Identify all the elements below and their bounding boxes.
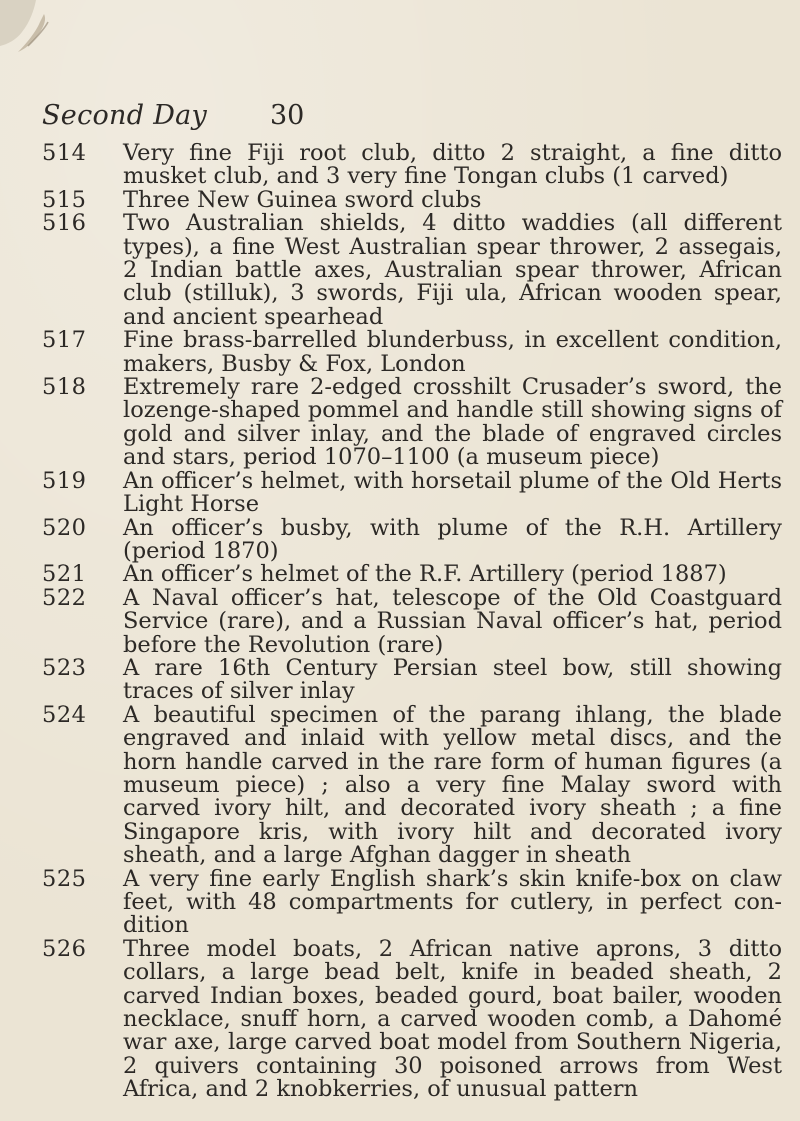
lot-entry [42,701,782,869]
lot-number: 516 [42,210,87,237]
lot-number: 521 [42,561,87,588]
lot-entry [42,329,782,376]
lot-description: An officer’s helmet of the R.F. Artillery (period 1887) [123,561,727,588]
paper-stain-mark [0,0,70,70]
lot-entry [42,376,782,470]
lot-description: An officer’s busby, with plume of the R.H. Artillery (period 1870) [123,514,782,564]
lot-number: 519 [42,467,87,494]
lot-description: Very fine Fiji root club, ditto 2 straight, a fine ditto musket club, and 3 very fine Tongan clubs (1 carved) [123,140,782,190]
lot-number: 526 [42,935,87,962]
lot-entry [42,865,782,939]
lot-entry [42,584,782,658]
lot-entry [42,142,782,189]
lot-entry [42,514,782,564]
lot-number: 515 [42,186,87,213]
lot-entry [42,563,782,586]
lot-description: A Naval officer’s hat, telescope of the Old Coastguard Service (rare), and a Russian Naval officer’s hat, period before the Revolution (rare) [123,584,782,658]
lot-entry [42,212,782,329]
lot-entry [42,935,782,1103]
lot-number: 524 [42,701,87,728]
lot-description: Fine brass-barrelled blunderbuss, in excellent condition, makers, Busby & Fox, London [123,327,782,377]
lot-number: 522 [42,584,87,611]
lot-number: 523 [42,654,87,681]
lot-number: 514 [42,140,87,166]
lot-description: A beautiful specimen of the parang ihlang, the blade engraved and inlaid with yellow metal discs, and the horn handle carved in the rare form of human figures (a museum piece) ; also a very fine Malay sword with carved ivory hilt, and decorated ivory sheath ; a fine Singapore kris, with ivory hilt and decorated ivory sheath, and a large Afghan dagger in sheath [123,701,782,869]
lot-description: Extremely rare 2-edged crosshilt Crusader’s sword, the lozenge-shaped pommel and handle still showing signs of gold and silver inlay, and the blade of engraved circles and stars, period 1070–1100 (a museum piece) [123,374,782,471]
lot-description: Two Australian shields, 4 ditto waddies (all different types), a fine West Australian spear thrower, 2 assegais, 2 Indian battle axes, Australian spear thrower, African club (stilluk), 3 swords, Fiji ula, African wooden spear, and ancient spearhead [123,210,782,330]
lot-description: A very fine early English shark’s skin knife-box on claw feet, with 48 compartments for cutlery, in perfect con- dition [123,865,782,939]
lot-entry [42,186,782,213]
lot-description: Three model boats, 2 African native aprons, 3 ditto collars, a large bead belt, knife in beaded sheath, 2 carved Indian boxes, beaded gourd, boat bailer, wooden necklace, snuff horn, a carved wooden comb, a Dahomé war axe, large carved boat model from Southern Nigeria, 2 quivers containing 30 poisoned arrows from West Africa, and 2 knobkerries, of unusual pattern [123,935,782,1103]
lot-number: 520 [42,514,87,541]
lot-description: Three New Guinea sword clubs [123,186,482,213]
lot-number: 517 [42,327,87,354]
lot-number: 525 [42,865,87,892]
lot-description: An officer’s helmet, with horsetail plume of the Old Herts Light Horse [123,467,782,518]
lot-list [42,142,782,1102]
section-title: Second Day [42,100,208,131]
lot-number: 518 [42,374,87,401]
page-header [42,100,762,134]
lot-entry [42,654,782,705]
lot-description: A rare 16th Century Persian steel bow, still showing traces of silver inlay [123,654,782,705]
page-number: 30 [270,100,305,131]
lot-entry [42,467,782,518]
